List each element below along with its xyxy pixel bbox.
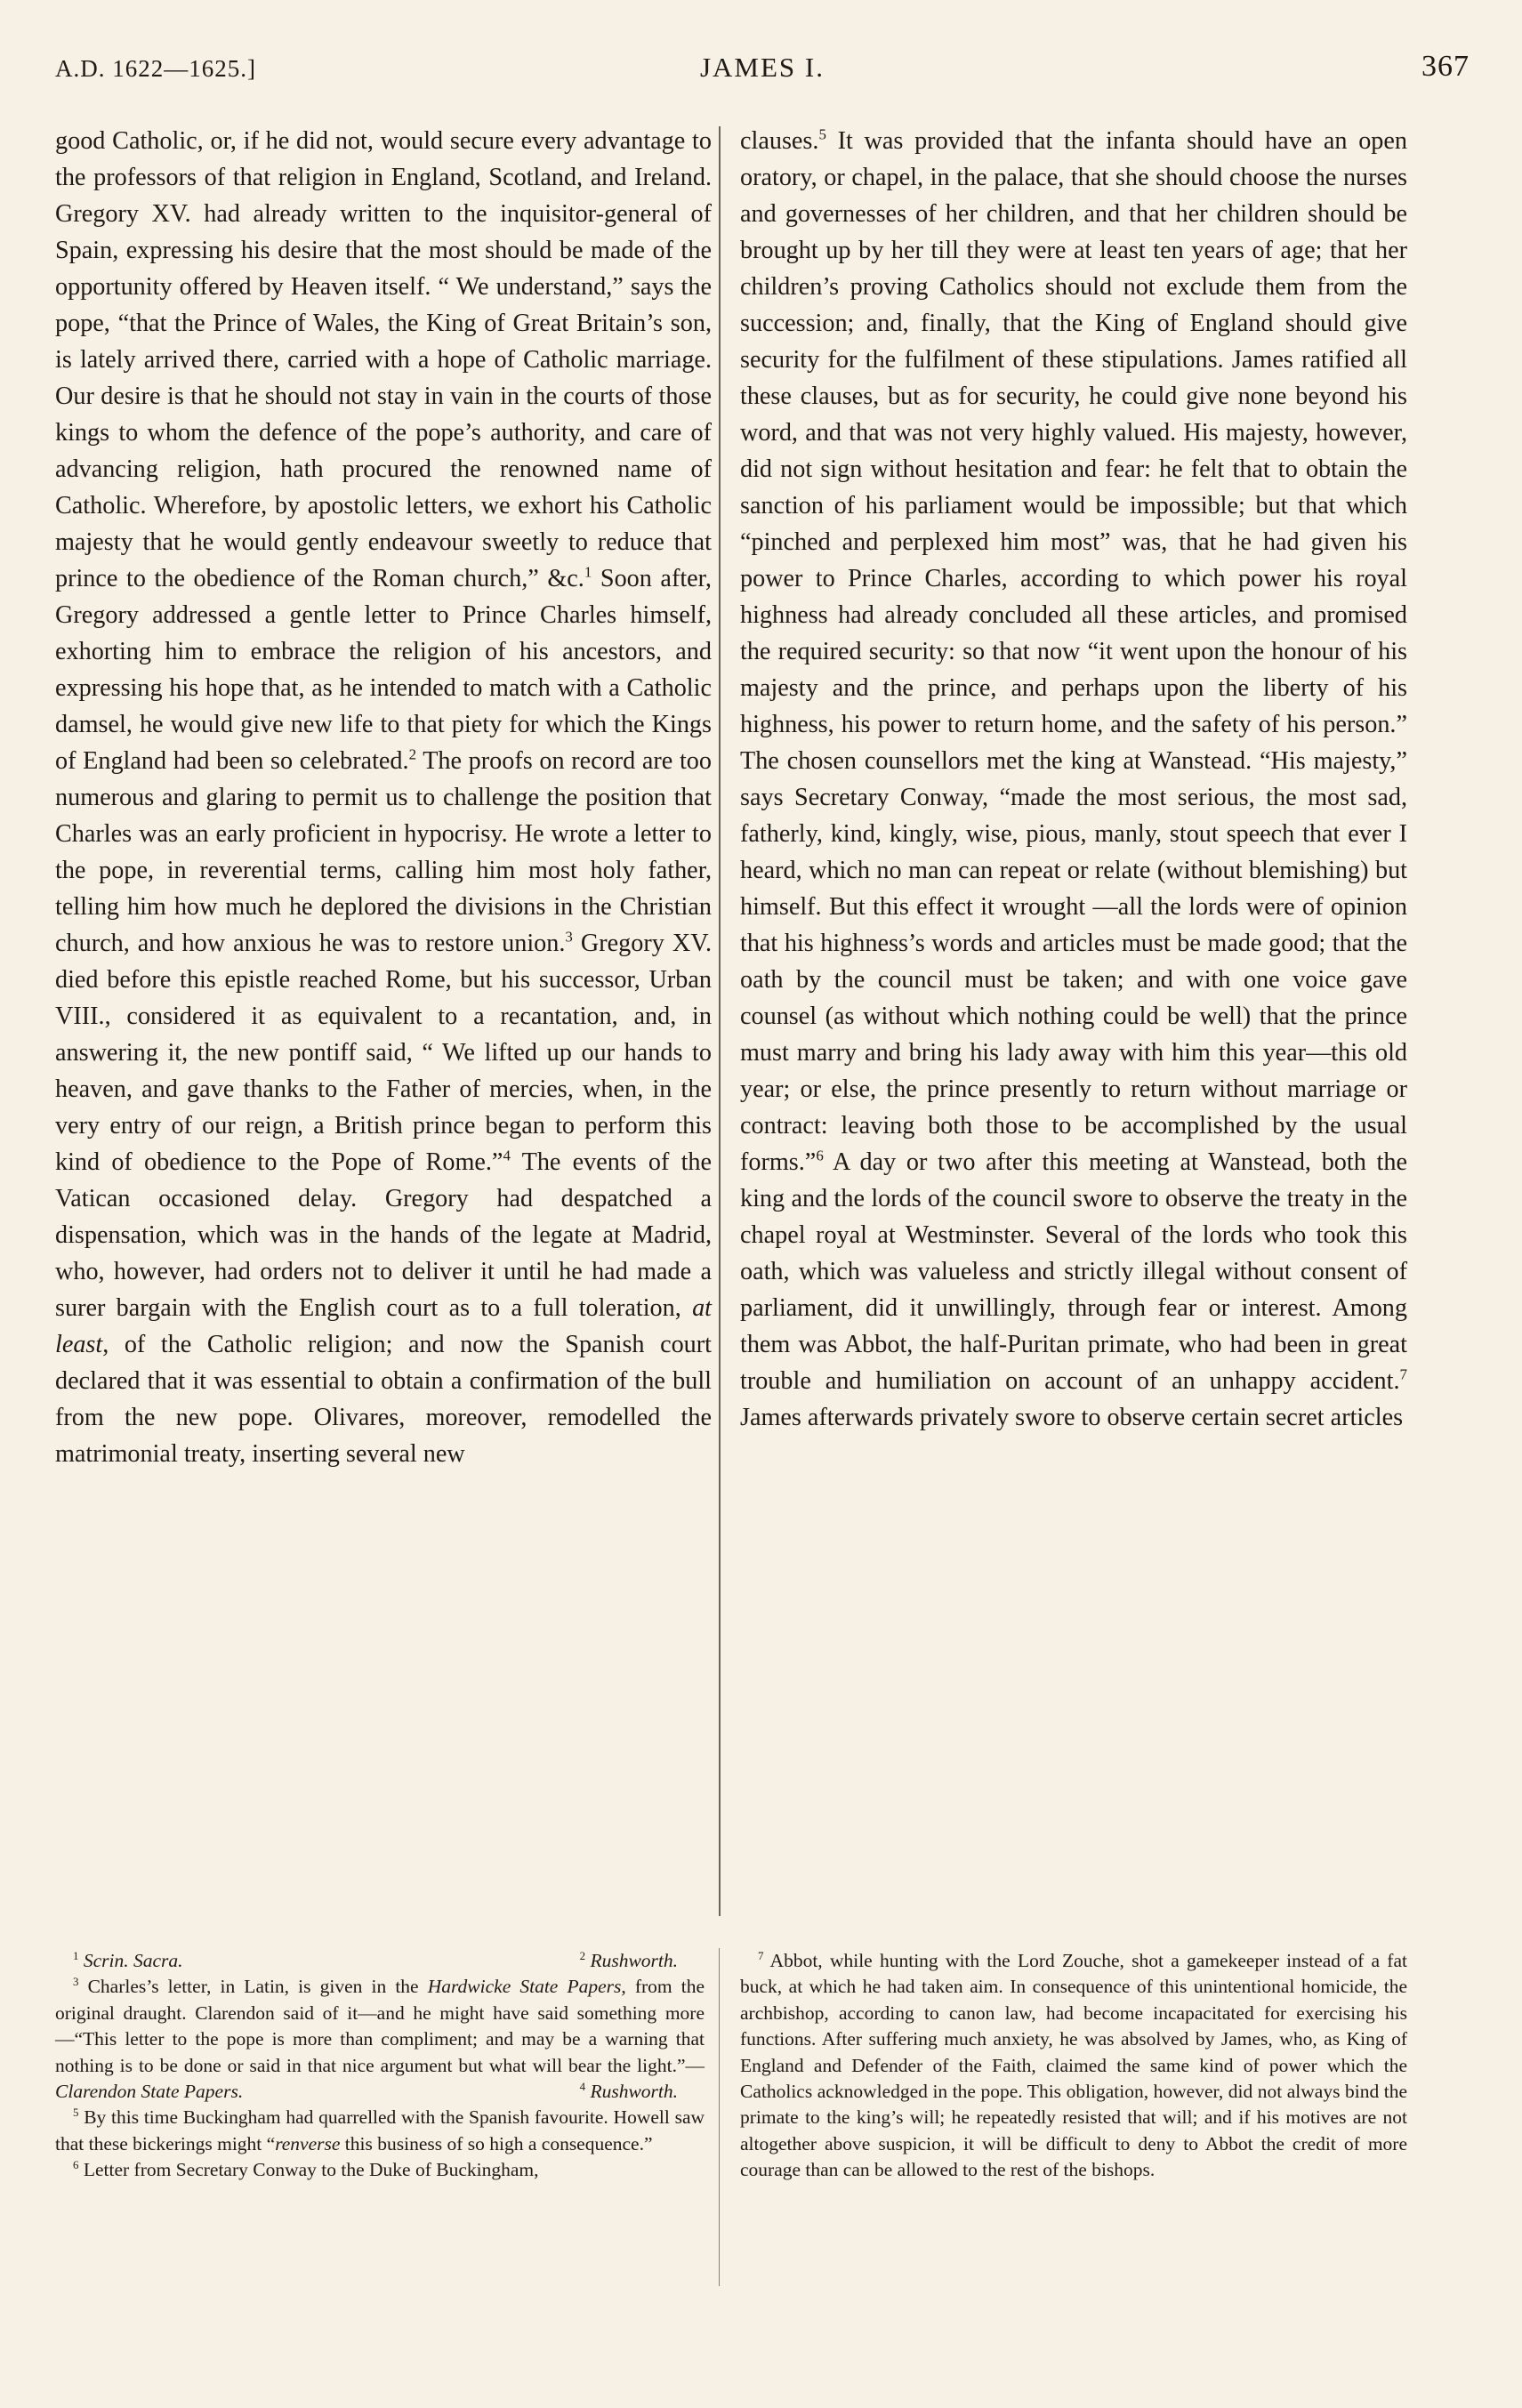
text-segment: clauses.: [740, 127, 819, 155]
footnote-ref: 5: [818, 125, 826, 143]
text-segment: A day or two after this meeting at Wanstead, both the king and the lords of the council swore to observe the treaty in the chapel royal at Westminster. Several of the lords who took this oath, which was valueless and strictly illegal without consent of parliament, did it unwillingly, through fear or interest. Among them was Abbot, the half-Puritan primate, who had been in great trouble and humiliation on account of an unhappy accident.: [740, 1148, 1407, 1395]
text-segment: James afterwards privately swore to observe certain secret articles: [740, 1404, 1404, 1431]
footnote-ref: 2: [408, 745, 417, 763]
header-title: JAMES I.: [699, 52, 825, 83]
footnote-6: $^6$ Letter from Secretary Conway to the Duke of Buckingham,: [73, 2159, 539, 2181]
text-segment: It was provided that the infanta should have an open oratory, or chapel, in the palace, that she should choose the nurses and governesses of her children, and that her children should be brought up by her till they were at least ten years of age; that her children’s proving Catholics should not exclude them from the succession; and, finally, that the King of England should give security for the fulfilment of these stipulations. James ratified all these clauses, but as for security, he could give none beyond his word, and that was not very highly valued. His majesty, however, did not sign without hesitation and fear: he felt that to obtain the sanction of his parliament would be impossible; but that which “pinched and perplexed him most” was, that he had given his power to Prince Charles, according to which power his royal highness had already concluded all these articles, and promised the required security: so that now “it went upon the honour of his majesty and the prince, and perhaps upon the liberty of his highness, his power to return home, and the safety of his person.” The chosen counsellors met the king at Wanstead. “His majesty,” says Secretary Conway, “made the most serious, the most sad, fatherly, kind, kingly, wise, pious, manly, stout speech that ever I heard, which no man can repeat or relate (without blemishing) but himself. But this effect it wrought —all the lords were of opinion that his highness’s words and articles must be made good; that the oath by the council must be taken; and with one voice gave counsel (as without which nothing could be well) that the prince must marry and bring his lady away with him this year—this old year; or else, the prince presently to return without marriage or contract: leaving both those to be accomplished by the usual forms.”: [740, 127, 1407, 1176]
page-number: 367: [1421, 50, 1470, 83]
running-header: [55, 46, 1470, 91]
footnote-1-2: [55, 1948, 705, 1974]
body-column-left: [55, 123, 712, 1472]
text-segment: The events of the Vatican occasioned delay. Gregory had despatched a dispensation, which was in the hands of the legate at Madrid, who, however, had orders not to deliver it until he had made a surer bargain with the English court as to a full toleration,: [55, 1148, 712, 1322]
footnote-divider: [719, 1948, 720, 2286]
footnote-ref: 7: [1399, 1365, 1407, 1383]
body-paragraph-left: [55, 123, 712, 1472]
footnote-5: $^5$ By this time Buckingham had quarrelled with the Spanish favourite. Howell saw that these bickerings might “renverse this business of so high a consequence.”: [55, 2106, 705, 2154]
text-segment: , of the Catholic religion; and now the Spanish court declared that it was essential to obtain a confirmation of the bull from the new pope. Olivares, moreover, remodelled the matrimonial treaty, inserting several new: [55, 1331, 712, 1468]
footnote-ref: 4: [503, 1147, 511, 1164]
text-segment: Soon after, Gregory addressed a gentle letter to Prince Charles himself, exhorting him to embrace the religion of his ancestors, and expressing his hope that, as he intended to match with a Catholic damsel, he would give new life to that piety for which the Kings of England had been so celebrated.: [55, 565, 712, 775]
footnote-ref: 1: [584, 563, 592, 581]
footnotes-left: [55, 1948, 705, 2184]
footnote-3: $^3$ Charles’s letter, in Latin, is given in the Hardwicke State Papers, from the original draught. Clarendon said of it—and he might have said something more—“This letter to the pope is more than compliment; and may be a warning that nothing is to be done or said in that nice argument but what will bear the light.”—Clarendon State Papers. $^4$ Rushworth.: [55, 1974, 705, 2105]
footnote-ref: 6: [816, 1147, 824, 1164]
text-segment: Gregory XV. died before this epistle reached Rome, but his successor, Urban VIII., considered it as equivalent to a recantation, and, in answering it, the new pontiff said, “ We lifted up our hands to heaven, and gave thanks to the Father of mercies, when, in the very entry of our reign, a British prince began to perform this kind of obedience to the Pope of Rome.”: [55, 930, 712, 1176]
footnote-7: $^7$ Abbot, while hunting with the Lord Zouche, shot a gamekeeper instead of a fat buck, at which he had taken aim. In consequence of this unintentional homicide, the archbishop, according to canon law, had become incapacitated for exercising his functions. After suffering much anxiety, he was absolved by James, who, as King of England and Defender of the Faith, claimed the same kind of power which the Catholics acknowledged in the pope. This obligation, however, did not always bind the primate to the king’s will; he repeatedly resisted that will; and if his motives are not altogether above suspicion, it will be difficult to deny to Abbot the credit of more courage than can be allowed to the rest of the bishops.: [740, 1949, 1407, 2181]
footnote-2: $^2$ Rushworth.: [579, 1949, 678, 1971]
text-segment: The proofs on record are too numerous and glaring to permit us to challenge the position that Charles was an early proficient in hypocrisy. He wrote a letter to the pope, in reverential terms, calling him most holy father, telling him how much he deplored the divisions in the Christian church, and how anxious he was to restore union.: [55, 747, 712, 957]
body-column-right: [740, 123, 1407, 1436]
column-divider: [719, 126, 721, 1916]
footnote-4: $^4$ Rushworth.: [579, 2080, 678, 2103]
footnote-1: $^1$ Scrin. Sacra.: [73, 1949, 183, 1971]
footnotes-right: [740, 1948, 1407, 2184]
text-segment: good Catholic, or, if he did not, would secure every advantage to the professors of that religion in England, Scotland, and Ireland. Gregory XV. had already written to the inquisitor-general of Spain, expressing his desire that the most should be made of the opportunity offered by Heaven itself. “ We understand,” says the pope, “that the Prince of Wales, the King of Great Britain’s son, is lately arrived there, carried with a hope of Catholic marriage. Our desire is that he should not stay in vain in the courts of those kings to whom the defence of the pope’s authority, and care of advancing religion, hath procured the renowned name of Catholic. Wherefore, by apostolic letters, we exhort his Catholic majesty that he would gently endeavour sweetly to reduce that prince to the obedience of the Roman church,” &c.: [55, 127, 712, 592]
text-segment: at least: [55, 1294, 712, 1358]
footnote-ref: 3: [565, 928, 573, 946]
body-paragraph-right: [740, 123, 1407, 1436]
header-dates: A.D. 1622—1625.]: [55, 55, 256, 82]
